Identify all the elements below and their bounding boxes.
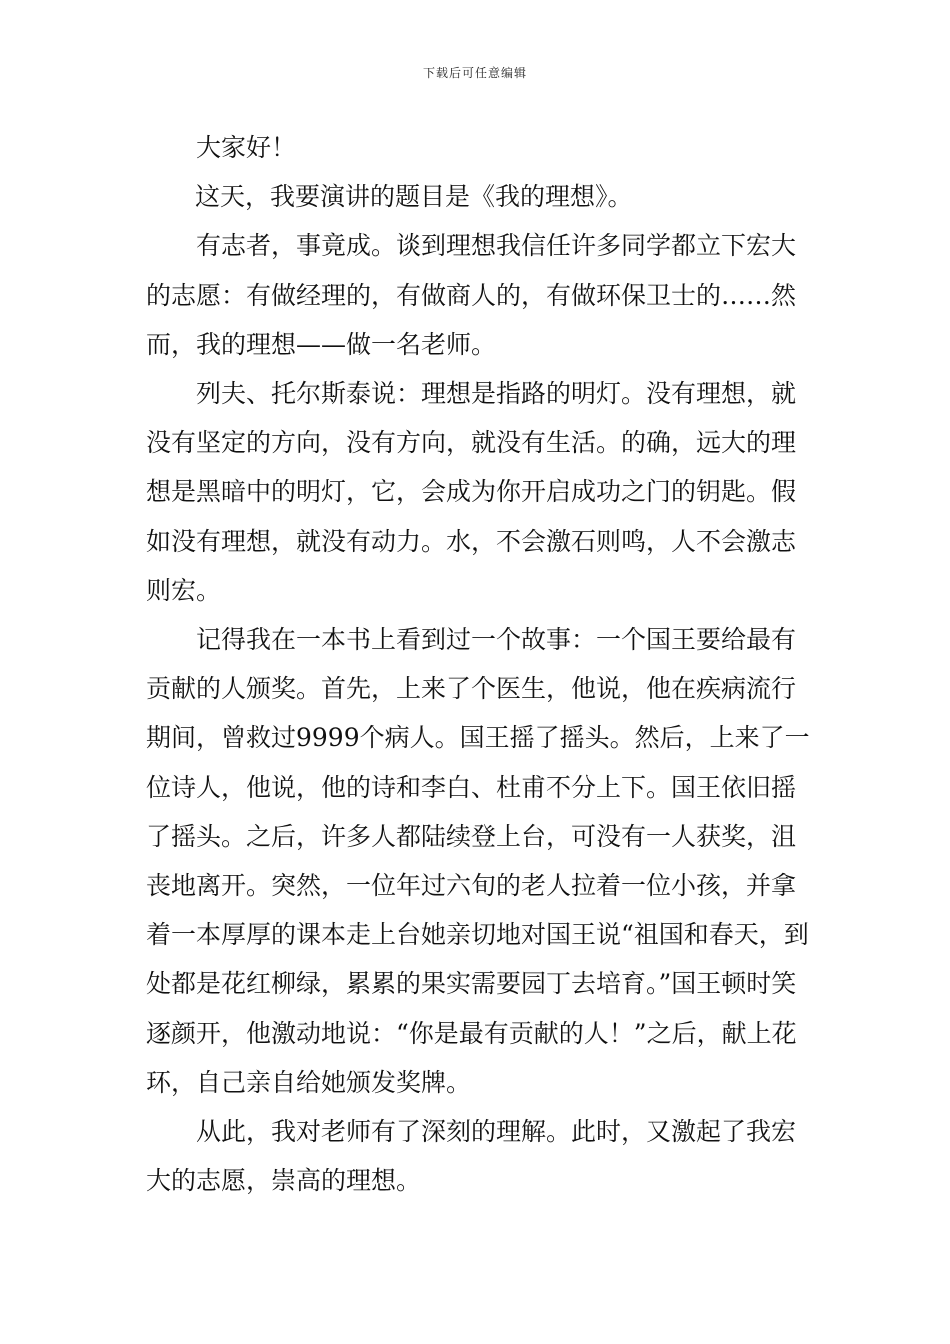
page-header-note: 下载后可任意编辑 xyxy=(422,66,527,80)
paragraph-topic: 这天，我要演讲的题目是《我的理想》。 xyxy=(195,182,633,212)
speech-body xyxy=(146,123,810,1205)
paragraph-king-story: 记得我在一本书上看到过一个故事：一个国王要给最有贡献的人颁奖。首先，上来了个医生，他说，他在疾病流行期间，曾救过9999个病人。国王摇了摇头。然后，上来了一位诗人，他说，他的诗和李白、杜甫不分上下。国王依旧摇了摇头。之后，许多人都陆续登上台，可没有一人获奖，沮丧地离开。突然，一位年过六旬的老人拉着一位小孩，并拿着一本厚厚的课本走上台她亲切地对国王说“祖国和春天，到处都是花红柳绿，累累的果实需要园丁去培育。”国王顿时笑逐颜开，他激动地说：“你是最有贡献的人！”之后，献上花环，自己亲自给她颁发奖牌。 xyxy=(146,625,810,1097)
paragraph-conclusion: 从此，我对老师有了深刻的理解。此时，又激起了我宏大的志愿，崇高的理想。 xyxy=(146,1117,797,1196)
paragraph-tolstoy-quote: 列夫、托尔斯泰说：理想是指路的明灯。没有理想，就没有坚定的方向，没有方向，就没有生活。的确，远大的理想是黑暗中的明灯，它，会成为你开启成功之门的钥匙。假如没有理想，就没有动力。水，不会激石则鸣，人不会激志则宏。 xyxy=(146,379,797,605)
paragraph-ideal-intro: 有志者，事竟成。谈到理想我信任许多同学都立下宏大的志愿：有做经理的，有做商人的，有做环保卫士的……然而，我的理想——做一名老师。 xyxy=(146,231,797,359)
paragraph-greeting: 大家好！ xyxy=(196,133,297,162)
